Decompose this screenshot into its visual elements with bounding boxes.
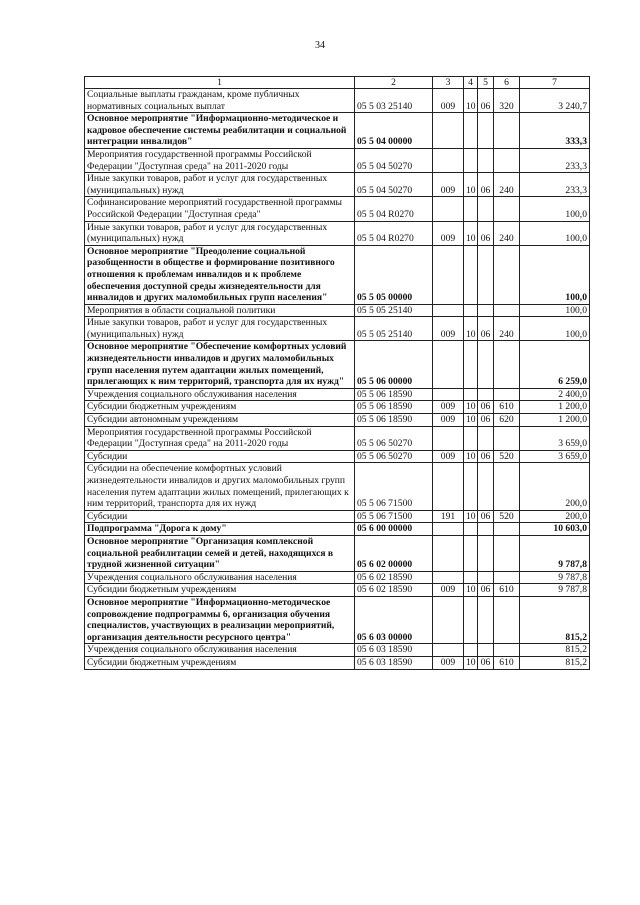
column-header-7: 7 (520, 77, 590, 89)
row-amount: 200,0 (520, 510, 590, 523)
row-name: Субсидии бюджетным учреждениям (85, 584, 355, 597)
row-col3 (433, 523, 464, 536)
row-col6: 610 (494, 656, 520, 669)
row-amount: 100,0 (520, 304, 590, 317)
row-col4 (464, 304, 478, 317)
row-code: 05 5 04 R0270 (355, 197, 433, 221)
row-col3 (433, 644, 464, 657)
row-name: Субсидии бюджетным учреждениям (85, 656, 355, 669)
row-amount: 9 787,8 (520, 571, 590, 584)
budget-table (84, 76, 590, 670)
table-row (85, 523, 590, 536)
row-col4 (464, 596, 478, 643)
row-col3: 009 (433, 584, 464, 597)
row-col5 (478, 523, 494, 536)
row-col6: 610 (494, 584, 520, 597)
table-row (85, 221, 590, 245)
row-code: 05 6 03 18590 (355, 644, 433, 657)
row-col6 (494, 535, 520, 571)
row-col3 (433, 426, 464, 450)
row-col5: 06 (478, 89, 494, 113)
row-col4 (464, 571, 478, 584)
row-name: Основное мероприятие "Организация комплексной социальной реабилитации семей и детей, находящихся в трудной жизненной ситуации" (85, 535, 355, 571)
row-col4 (464, 197, 478, 221)
row-name: Основное мероприятие "Информационно-методическое и кадровое обеспечение системы реабилитации и социальной интеграции инвалидов" (85, 113, 355, 149)
row-col4: 10 (464, 656, 478, 669)
column-header-5: 5 (478, 77, 494, 89)
row-name: Иные закупки товаров, работ и услуг для государственных (муниципальных) нужд (85, 221, 355, 245)
row-col5 (478, 388, 494, 401)
row-col5 (478, 148, 494, 172)
row-amount: 1 200,0 (520, 401, 590, 414)
row-code: 05 5 06 50270 (355, 450, 433, 463)
row-name: Социальные выплаты гражданам, кроме публичных нормативных социальных выплат (85, 89, 355, 113)
page-number: 34 (315, 40, 325, 51)
table-row (85, 510, 590, 523)
row-code: 05 5 06 50270 (355, 426, 433, 450)
table-row (85, 304, 590, 317)
row-col3 (433, 245, 464, 304)
row-col3 (433, 113, 464, 149)
row-amount: 233,3 (520, 173, 590, 197)
table-row (85, 596, 590, 643)
row-col5: 06 (478, 401, 494, 414)
row-amount: 100,0 (520, 221, 590, 245)
row-name: Мероприятия государственной программы Российской Федерации "Доступная среда" на 2011-2020 годы (85, 426, 355, 450)
row-name: Софинансирование мероприятий государственной программы Российской Федерации "Доступная среда" (85, 197, 355, 221)
row-col4: 10 (464, 450, 478, 463)
row-col6: 610 (494, 401, 520, 414)
row-col5: 06 (478, 656, 494, 669)
row-name: Подпрограмма "Дорога к дому" (85, 523, 355, 536)
row-col4 (464, 426, 478, 450)
row-col6: 620 (494, 414, 520, 427)
row-amount: 333,3 (520, 113, 590, 149)
row-col4 (464, 245, 478, 304)
row-col3: 009 (433, 414, 464, 427)
row-col3 (433, 596, 464, 643)
row-amount: 815,2 (520, 644, 590, 657)
row-amount: 6 259,0 (520, 341, 590, 388)
row-col3: 009 (433, 450, 464, 463)
row-amount: 3 659,0 (520, 450, 590, 463)
row-col6: 240 (494, 317, 520, 341)
column-header-4: 4 (464, 77, 478, 89)
row-col4 (464, 463, 478, 510)
row-amount: 233,3 (520, 148, 590, 172)
row-amount: 3 659,0 (520, 426, 590, 450)
row-code: 05 5 06 71500 (355, 463, 433, 510)
table-row (85, 644, 590, 657)
row-col5 (478, 571, 494, 584)
row-amount: 100,0 (520, 245, 590, 304)
row-col4 (464, 644, 478, 657)
row-col6 (494, 341, 520, 388)
row-name: Субсидии бюджетным учреждениям (85, 401, 355, 414)
row-col6: 520 (494, 450, 520, 463)
row-col4 (464, 148, 478, 172)
row-name: Основное мероприятие "Обеспечение комфортных условий жизнедеятельности инвалидов и других маломобильных групп населения путем адаптации жилых помещений, прилегающих к ним территорий, транспорта для их нужд" (85, 341, 355, 388)
row-col5 (478, 197, 494, 221)
row-col5 (478, 245, 494, 304)
row-col4 (464, 523, 478, 536)
row-name: Иные закупки товаров, работ и услуг для государственных (муниципальных) нужд (85, 173, 355, 197)
row-col5: 06 (478, 221, 494, 245)
row-amount: 1 200,0 (520, 414, 590, 427)
row-code: 05 6 03 18590 (355, 656, 433, 669)
row-col6: 240 (494, 221, 520, 245)
row-code: 05 5 05 25140 (355, 304, 433, 317)
row-col3 (433, 304, 464, 317)
row-col4 (464, 388, 478, 401)
row-col4: 10 (464, 317, 478, 341)
table-header-row (85, 77, 590, 89)
row-col3 (433, 148, 464, 172)
row-amount: 3 240,7 (520, 89, 590, 113)
table-row (85, 245, 590, 304)
row-code: 05 6 02 00000 (355, 535, 433, 571)
table-row (85, 463, 590, 510)
row-col3 (433, 571, 464, 584)
row-col3: 009 (433, 317, 464, 341)
row-col6 (494, 596, 520, 643)
row-code: 05 5 06 18590 (355, 388, 433, 401)
row-col5 (478, 426, 494, 450)
column-header-6: 6 (494, 77, 520, 89)
row-col3 (433, 535, 464, 571)
row-col6: 520 (494, 510, 520, 523)
row-amount: 9 787,8 (520, 584, 590, 597)
table-row (85, 535, 590, 571)
row-name: Мероприятия государственной программы Российской Федерации "Доступная среда" на 2011-2020 годы (85, 148, 355, 172)
row-col5 (478, 463, 494, 510)
table-row (85, 414, 590, 427)
row-code: 05 5 04 50270 (355, 173, 433, 197)
row-code: 05 5 04 R0270 (355, 221, 433, 245)
row-col5 (478, 644, 494, 657)
row-col4: 10 (464, 221, 478, 245)
row-col4: 10 (464, 89, 478, 113)
row-code: 05 6 00 00000 (355, 523, 433, 536)
row-code: 05 5 04 50270 (355, 148, 433, 172)
row-name: Учреждения социального обслуживания населения (85, 571, 355, 584)
row-col5 (478, 596, 494, 643)
row-name: Основное мероприятие "Информационно-методическое сопровождение подпрограммы 6, организация обучения специалистов, участвующих в реализации мероприятий, организация деятельности ресурсного центра" (85, 596, 355, 643)
column-header-1: 1 (85, 77, 355, 89)
row-code: 05 5 06 18590 (355, 401, 433, 414)
row-name: Субсидии на обеспечение комфортных условий жизнедеятельности инвалидов и других маломобильных групп населения путем адаптации жилых помещений, прилегающих к ним территорий, транспорта для их нужд (85, 463, 355, 510)
row-name: Субсидии (85, 450, 355, 463)
row-col3: 009 (433, 221, 464, 245)
row-code: 05 5 05 25140 (355, 317, 433, 341)
row-col4: 10 (464, 584, 478, 597)
row-col6 (494, 426, 520, 450)
row-name: Основное мероприятие "Преодоление социальной разобщенности в обществе и формирование позитивного отношения к проблемам инвалидов и к проблеме обеспечения доступной среды жизнедеятельности для инвалидов и других маломобильных групп населения" (85, 245, 355, 304)
table-row (85, 401, 590, 414)
row-code: 05 5 06 18590 (355, 414, 433, 427)
row-name: Учреждения социального обслуживания населения (85, 388, 355, 401)
row-code: 05 5 06 71500 (355, 510, 433, 523)
row-col3 (433, 197, 464, 221)
table-row (85, 341, 590, 388)
row-amount: 815,2 (520, 656, 590, 669)
row-col3 (433, 341, 464, 388)
row-col6 (494, 644, 520, 657)
row-code: 05 5 04 00000 (355, 113, 433, 149)
row-name: Субсидии автономным учреждениям (85, 414, 355, 427)
table-row (85, 656, 590, 669)
row-col4: 10 (464, 401, 478, 414)
table-row (85, 197, 590, 221)
row-col3: 009 (433, 89, 464, 113)
row-col6: 240 (494, 173, 520, 197)
row-amount: 9 787,8 (520, 535, 590, 571)
row-amount: 815,2 (520, 596, 590, 643)
row-col6 (494, 523, 520, 536)
row-col4: 10 (464, 173, 478, 197)
row-col5: 06 (478, 414, 494, 427)
table-row (85, 317, 590, 341)
row-col3: 191 (433, 510, 464, 523)
row-col6 (494, 463, 520, 510)
row-col4 (464, 341, 478, 388)
table-row (85, 426, 590, 450)
row-code: 05 6 03 00000 (355, 596, 433, 643)
row-col6 (494, 197, 520, 221)
row-col6 (494, 148, 520, 172)
row-amount: 2 400,0 (520, 388, 590, 401)
column-header-2: 2 (355, 77, 433, 89)
row-col5: 06 (478, 173, 494, 197)
row-name: Иные закупки товаров, работ и услуг для государственных (муниципальных) нужд (85, 317, 355, 341)
table-row (85, 584, 590, 597)
column-header-3: 3 (433, 77, 464, 89)
row-code: 05 6 02 18590 (355, 571, 433, 584)
row-name: Субсидии (85, 510, 355, 523)
row-col4: 10 (464, 510, 478, 523)
row-col4: 10 (464, 414, 478, 427)
row-amount: 200,0 (520, 463, 590, 510)
table-row (85, 173, 590, 197)
row-amount: 100,0 (520, 197, 590, 221)
row-col3: 009 (433, 656, 464, 669)
row-col3 (433, 463, 464, 510)
row-code: 05 5 03 25140 (355, 89, 433, 113)
row-col6 (494, 245, 520, 304)
table-row (85, 571, 590, 584)
row-col5: 06 (478, 450, 494, 463)
row-code: 05 6 02 18590 (355, 584, 433, 597)
row-col6 (494, 304, 520, 317)
row-code: 05 5 05 00000 (355, 245, 433, 304)
row-col3: 009 (433, 401, 464, 414)
row-col4 (464, 535, 478, 571)
table-row (85, 450, 590, 463)
table-row (85, 113, 590, 149)
row-col4 (464, 113, 478, 149)
row-col6: 320 (494, 89, 520, 113)
row-col6 (494, 388, 520, 401)
row-col5 (478, 113, 494, 149)
row-col5 (478, 304, 494, 317)
row-col5 (478, 341, 494, 388)
row-col5: 06 (478, 317, 494, 341)
row-name: Учреждения социального обслуживания населения (85, 644, 355, 657)
row-col6 (494, 571, 520, 584)
row-col5: 06 (478, 510, 494, 523)
row-col3 (433, 388, 464, 401)
row-col3: 009 (433, 173, 464, 197)
row-amount: 100,0 (520, 317, 590, 341)
row-name: Мероприятия в области социальной политики (85, 304, 355, 317)
table-row (85, 148, 590, 172)
row-col5 (478, 535, 494, 571)
row-amount: 10 603,0 (520, 523, 590, 536)
table-row (85, 388, 590, 401)
row-code: 05 5 06 00000 (355, 341, 433, 388)
row-col5: 06 (478, 584, 494, 597)
row-col6 (494, 113, 520, 149)
table-row (85, 89, 590, 113)
